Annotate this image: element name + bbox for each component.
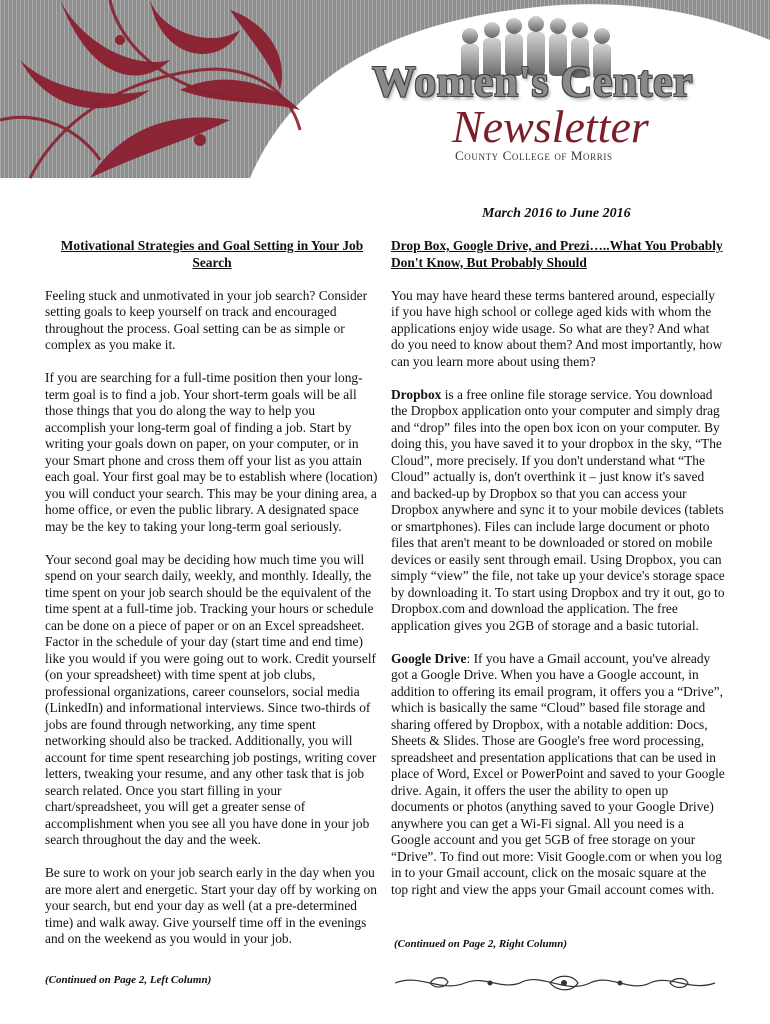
left-paragraph: Be sure to work on your job search early in the day when you are more alert and energetic. Start your day off by working on your search, but end your day as well (at a pre-determined time) and walk away. Give yourself time off in the evenings and on the weekend as you would in your job.: [45, 865, 377, 946]
dropbox-paragraph: [391, 387, 726, 635]
right-continued-note: (Continued on Page 2, Right Column): [394, 938, 567, 950]
left-paragraph: Feeling stuck and unmotivated in your job search? Consider setting goals to keep yourself on track and encouraged throughout the process. Goal setting can be as simple or complex as you make it.: [45, 287, 368, 352]
newsletter-title-line2: Newsletter: [452, 101, 649, 152]
right-article-heading: Drop Box, Google Drive, and Prezi…..What You Probably Don't Know, But Probably Should: [391, 238, 723, 270]
right-column: [391, 238, 726, 915]
college-name: County College of Morris: [455, 148, 613, 163]
newsletter-title-line1: Women's Center: [372, 57, 694, 106]
decorative-flourish-icon: [390, 968, 720, 998]
google-drive-text: : If you have a Gmail account, you've already got a Google Drive. When you have a Google account, in addition to offering its email program, it offers you a “Drive”, which is basically the same “Cloud” based file storage and sharing offered by Dropbox, with a notable addition: Docs, Sheets & Slides. Those are Google's free word processing, spreadsheet and presentation applications that can be used in place of Word, Excel or PowerPoint and saved to your Google drive. Again, it offers the user the ability to open up documents or photos (anything saved to your Google Drive) anywhere you can get a Wi-Fi signal. All you need is a Google account and you get 5GB of free storage on your “Drive”. To find out more: Visit Google.com or when you log in to your Gmail account, click on the mosaic square at the top right and view the apps your Gmail account comes with.: [391, 650, 725, 897]
left-paragraph: If you are searching for a full-time position then your long-term goal is to find a job. Your short-term goals will be all those things that you do along the way to help you accomplish your long-term goal of finding a job. Start by writing your goals down on paper, on your computer, or in your Smart phone and cross them off your list as you attain each goal. Your first goal may be to establish where (location) you will conduct your search. This may be your dining area, a home office, or even the public library. A designated space may be the key to taking your long-term goal seriously.: [45, 370, 378, 534]
right-intro: You may have heard these terms bantered around, especially if you have high school or college aged kids with whom the applications enjoy wide usage. So what are they? And what do you need to know about them? And most importantly, how can you learn more about using them?: [391, 287, 723, 369]
google-drive-term: Google Drive: [391, 650, 467, 666]
left-continued-note: (Continued on Page 2, Left Column): [45, 974, 212, 986]
issue-date: March 2016 to June 2016: [482, 206, 631, 221]
left-article-heading: Motivational Strategies and Goal Setting in Your Job Search: [60, 238, 364, 270]
dropbox-term: Dropbox: [391, 386, 442, 402]
left-paragraph: Your second goal may be deciding how much time you will spend on your search daily, weekly, and monthly. Ideally, the time spent on your job search should be the equivalent of the time spent at a full-time job. Tracking your hours or schedule can be done on a piece of paper or on an Excel spreadsheet. Factor in the schedule of your day (start time and end time) like you would if you were going out to work. Credit yourself (on your spreadsheet) with time spent at job clubs, professional organizations, career counselors, social media (LinkedIn) and informational interviews. Since two-thirds of jobs are found through networking, any time spent networking should also be tracked. Additionally, you will account for time spent researching job postings, writing cover letters, tweaking your resume, and any other task that is job search related. Once you start filling in your chart/spreadsheet, you will get a greater sense of accomplishment when you see all you have done in your job search throughout the day and the week.: [45, 551, 377, 847]
dropbox-text: is a free online file storage service. You download the Dropbox application onto your computer and simply drag and “drop” files into the open box icon on your computer. By doing this, you have saved it to your dropbox in the sky, “The Cloud”, more precisely. If you don't understand what “The Cloud” actually is, don't overthink it – just know it's saved and backed-up by Dropbox so that you can access your Dropbox anywhere and sync it to your mobile devices (tablets or smartphones). Files can include large document or photo files that aren't meant to be downloaded or stored on mobile devices or easily sent through email. Using Dropbox, you can simply “view” the file, not take up your device's storage space by downloading it. To start using Dropbox and try it out, go to Dropbox.com and download the application. The free application gives you 2GB of storage and a basic tutorial.: [391, 386, 725, 633]
left-column: [45, 238, 379, 964]
newsletter-header: [0, 0, 770, 180]
google-drive-paragraph: [391, 651, 726, 899]
